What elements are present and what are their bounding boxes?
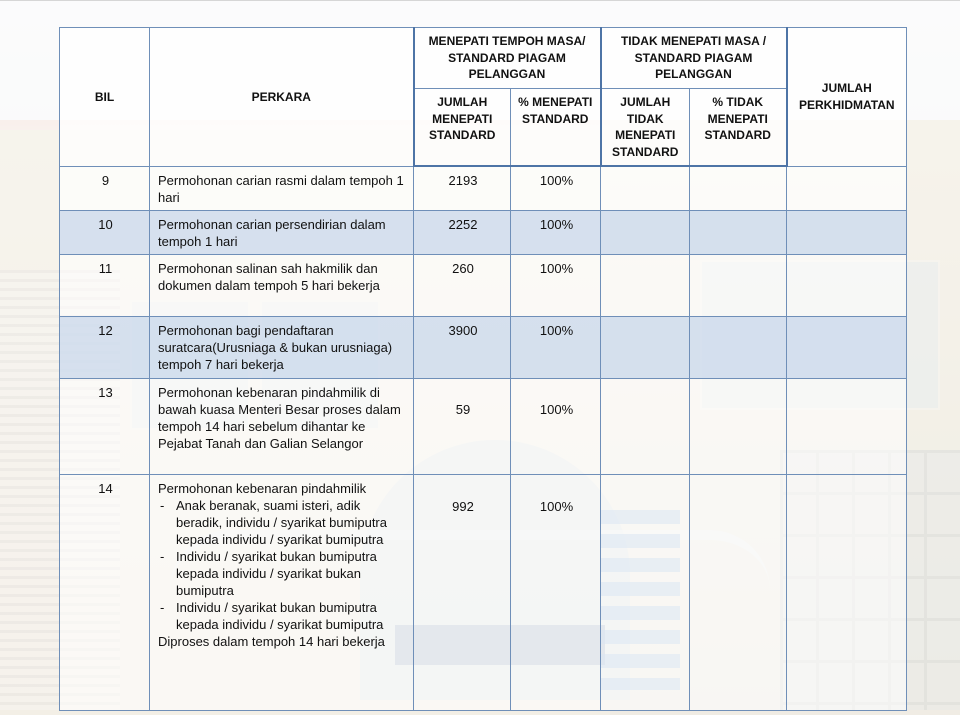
row-jumlah-perkhidmatan — [787, 254, 907, 316]
row-jumlah-menepati: 2252 — [414, 210, 511, 254]
row-pct-menepati: 100% — [511, 474, 601, 710]
table-row — [60, 474, 907, 710]
row-jumlah-tidak-menepati — [601, 378, 690, 474]
row-pct-tidak-menepati — [690, 474, 787, 710]
header-pct-tidak-menepati: % TIDAK MENEPATI STANDARD — [690, 89, 787, 167]
row-jumlah-perkhidmatan — [787, 316, 907, 378]
row-bil: 12 — [60, 316, 150, 378]
row-perkara-list — [158, 497, 407, 633]
row-pct-menepati: 100% — [511, 166, 601, 210]
row-pct-menepati: 100% — [511, 316, 601, 378]
row-pct-tidak-menepati — [690, 316, 787, 378]
row-perkara-outro: Diproses dalam tempoh 14 hari bekerja — [158, 633, 385, 649]
list-item: - Individu / syarikat bukan bumiputra kepada individu / syarikat bukan bumiputra — [158, 548, 407, 599]
row-perkara: Permohonan carian persendirian dalam tempoh 1 hari — [150, 210, 414, 254]
row-perkara-intro: Permohonan kebenaran pindahmilik — [158, 480, 367, 496]
table-row — [60, 210, 907, 254]
row-pct-menepati: 100% — [511, 210, 601, 254]
header-pct-menepati: % MENEPATI STANDARD — [511, 89, 601, 167]
row-jumlah-tidak-menepati — [601, 254, 690, 316]
row-perkara: Permohonan kebenaran pindahmilik di bawah kuasa Menteri Besar proses dalam tempoh 14 hari sebelum dihantar ke Pejabat Tanah dan Galian Selangor — [150, 378, 414, 474]
row-bil: 9 — [60, 166, 150, 210]
list-item: - Anak beranak, suami isteri, adik beradik, individu / syarikat bumiputra kepada individu / syarikat bumiputra — [158, 497, 407, 548]
row-jumlah-tidak-menepati — [601, 210, 690, 254]
row-jumlah-menepati: 2193 — [414, 166, 511, 210]
row-jumlah-menepati: 260 — [414, 254, 511, 316]
header-jumlah-perkhidmatan: JUMLAH PERKHIDMATAN — [787, 28, 907, 167]
row-bil: 14 — [60, 474, 150, 710]
row-pct-tidak-menepati — [690, 210, 787, 254]
row-jumlah-tidak-menepati — [601, 166, 690, 210]
row-jumlah-tidak-menepati — [601, 474, 690, 710]
row-jumlah-perkhidmatan — [787, 210, 907, 254]
row-jumlah-menepati: 3900 — [414, 316, 511, 378]
service-performance-table — [59, 27, 907, 711]
table-row — [60, 316, 907, 378]
row-jumlah-tidak-menepati — [601, 316, 690, 378]
row-perkara: Permohonan salinan sah hakmilik dan dokumen dalam tempoh 5 hari bekerja — [150, 254, 414, 316]
header-jumlah-menepati: JUMLAH MENEPATI STANDARD — [414, 89, 511, 167]
row-pct-menepati: 100% — [511, 254, 601, 316]
row-pct-menepati: 100% — [511, 378, 601, 474]
row-perkara — [150, 474, 414, 710]
row-perkara: Permohonan carian rasmi dalam tempoh 1 hari — [150, 166, 414, 210]
row-bil: 13 — [60, 378, 150, 474]
row-jumlah-perkhidmatan — [787, 378, 907, 474]
row-jumlah-perkhidmatan — [787, 166, 907, 210]
table-row — [60, 378, 907, 474]
row-jumlah-menepati: 992 — [414, 474, 511, 710]
table-row — [60, 166, 907, 210]
row-pct-tidak-menepati — [690, 166, 787, 210]
row-perkara: Permohonan bagi pendaftaran suratcara(Urusniaga & bukan urusniaga) tempoh 7 hari bekerja — [150, 316, 414, 378]
row-jumlah-perkhidmatan — [787, 474, 907, 710]
header-menepati-group: MENEPATI TEMPOH MASA/ STANDARD PIAGAM PELANGGAN — [414, 28, 601, 89]
list-item: - Individu / syarikat bukan bumiputra kepada individu / syarikat bumiputra — [158, 599, 407, 633]
row-bil: 10 — [60, 210, 150, 254]
row-bil: 11 — [60, 254, 150, 316]
header-tidak-menepati-group: TIDAK MENEPATI MASA / STANDARD PIAGAM PELANGGAN — [601, 28, 787, 89]
header-bil: BIL — [60, 28, 150, 167]
table-row — [60, 254, 907, 316]
row-pct-tidak-menepati — [690, 378, 787, 474]
row-pct-tidak-menepati — [690, 254, 787, 316]
header-perkara: PERKARA — [150, 28, 414, 167]
row-jumlah-menepati: 59 — [414, 378, 511, 474]
header-jumlah-tidak-menepati: JUMLAH TIDAK MENEPATI STANDARD — [601, 89, 690, 167]
